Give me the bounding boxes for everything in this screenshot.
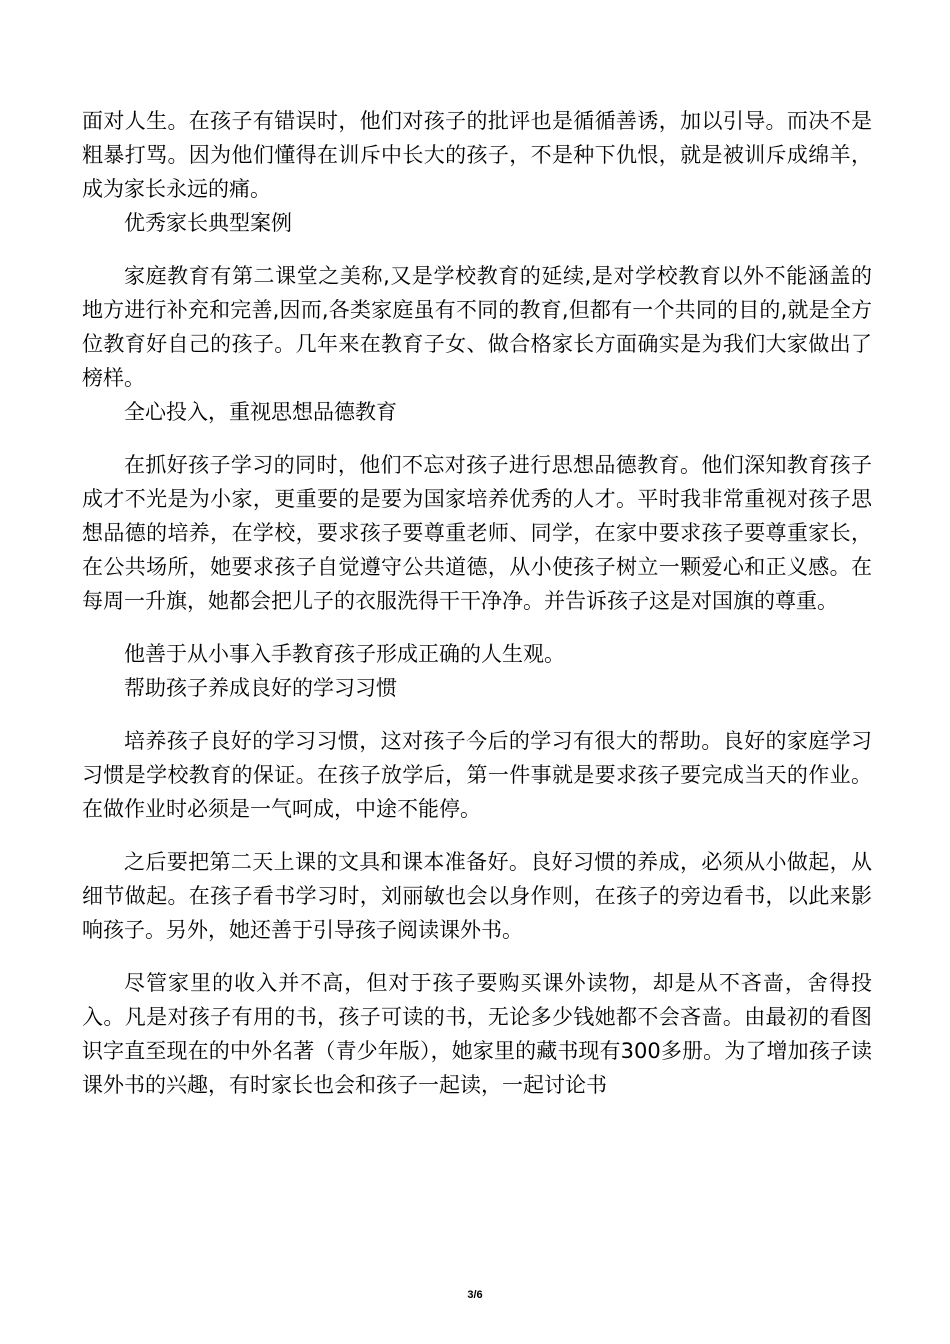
- section-heading-moral-education: 全心投入，重视思想品德教育: [124, 400, 397, 424]
- document-body: [82, 104, 872, 1102]
- section-heading-study-habits: 帮助孩子养成良好的学习习惯: [124, 676, 397, 700]
- paragraph-outlook-on-life: 他善于从小事入手教育孩子形成正确的人生观。: [124, 642, 565, 666]
- paragraph-moral-education: 在抓好孩子学习的同时，他们不忘对孩子进行思想品德教育。他们深知教育孩子成才不光是为小家，更重要的是要为国家培养优秀的人才。平时我非常重视对孩子思想品德的培养，在学校，要求孩子要尊重老师、同学，在家中要求孩子要尊重家长，在公共场所，她要求孩子自觉遵守公共道德，从小使孩子树立一颗爱心和正义感。在每周一升旗，她都会把儿子的衣服洗得干干净净。并告诉孩子这是对国旗的尊重。: [82, 453, 872, 613]
- paragraph-continuation: 面对人生。在孩子有错误时，他们对孩子的批评也是循循善诱，加以引导。而决不是粗暴打骂。因为他们懂得在训斥中长大的孩子，不是种下仇恨，就是被训斥成绵羊，成为家长永远的痛。: [82, 109, 872, 201]
- paragraph-family-education: 家庭教育有第二课堂之美称,又是学校教育的延续,是对学校教育以外不能涵盖的地方进行补充和完善,因而,各类家庭虽有不同的教育,但都有一个共同的目的,就是全方位教育好自己的孩子。几年来在教育子女、做合格家长方面确实是为我们大家做出了榜样。: [82, 264, 872, 390]
- section-heading-excellent-parents: 优秀家长典型案例: [124, 211, 292, 235]
- paragraph-preparation: 之后要把第二天上课的文具和课本准备好。良好习惯的养成，必须从小做起，从细节做起。在孩子看书学习时，刘丽敏也会以身作则，在孩子的旁边看书，以此来影响孩子。另外，她还善于引导孩子阅读课外书。: [82, 850, 872, 942]
- paragraph-extracurricular-books: 尽管家里的收入并不高，但对于孩子要购买课外读物，却是从不吝啬，舍得投入。凡是对孩子有用的书，孩子可读的书，无论多少钱她都不会吝啬。由最初的看图识字直至现在的中外名著（青少年版），她家里的藏书现有300多册。为了增加孩子读课外书的兴趣，有时家长也会和孩子一起读，一起讨论书: [82, 971, 872, 1097]
- page-number: 3/6: [467, 1289, 483, 1301]
- paragraph-study-habits: 培养孩子良好的学习习惯，这对孩子今后的学习有很大的帮助。良好的家庭学习习惯是学校教育的保证。在孩子放学后，第一件事就是要求孩子要完成当天的作业。在做作业时必须是一气呵成，中途不能停。: [82, 729, 872, 821]
